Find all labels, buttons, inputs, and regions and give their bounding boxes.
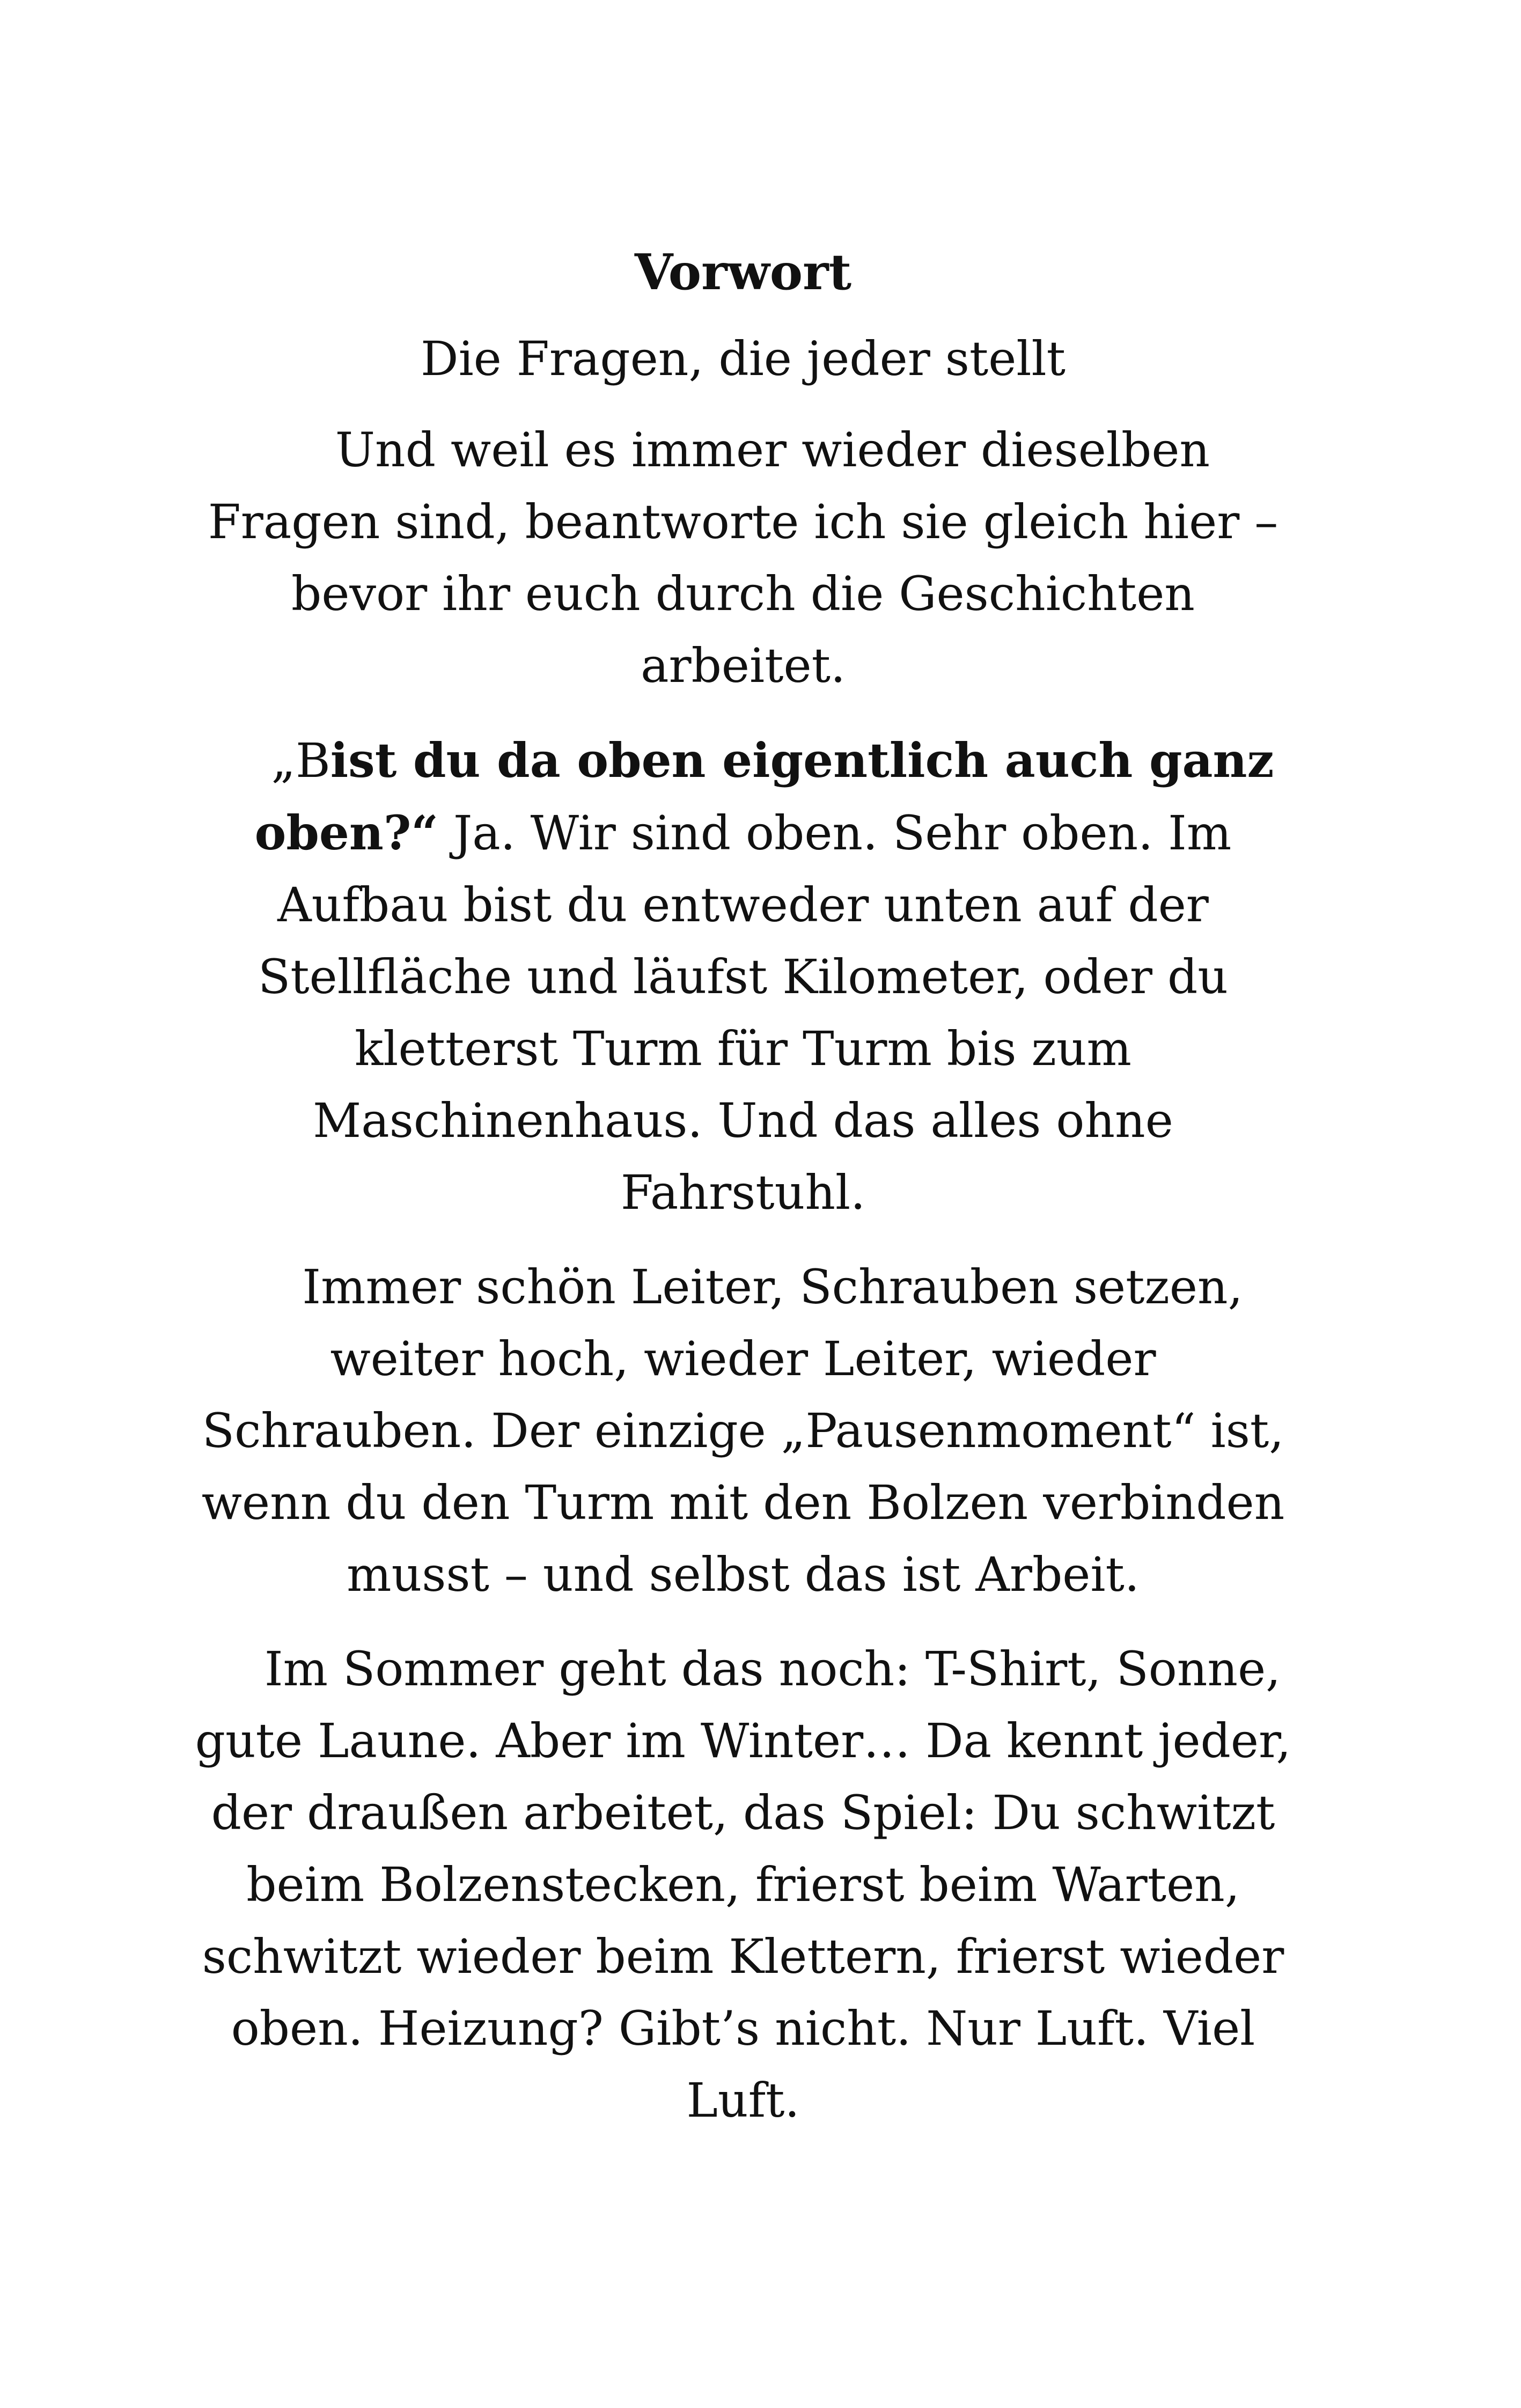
paragraph-2-text: Ja. Wir sind oben. Sehr oben. Im Aufbau bist du entweder unten auf der Stellfläche und läufst Kilometer, oder du kletterst Turm für Turm bis zum Maschinenhaus. Und das alles ohne Fahrstuhl. bbox=[258, 805, 1232, 1220]
text-column bbox=[193, 236, 1293, 2159]
paragraph-2-lead-prefix: „B bbox=[271, 733, 330, 788]
paragraph-3: Immer schön Leiter, Schrauben setzen, weiter hoch, wieder Leiter, wieder Schrauben. Der einzige „Pausenmoment“ ist, wenn du den Turm mit den Bolzen verbinden musst – und selbst das ist Arbeit. bbox=[201, 1259, 1285, 1602]
paragraph-4: Im Sommer geht das noch: T-Shirt, Sonne, gute Laune. Aber im Winter… Da kennt jeder, der draußen arbeitet, das Spiel: Du schwitzt beim Bolzenstecken, frierst beim Warten, schwitzt wieder beim Klettern, frierst wieder oben. Heizung? Gibt’s nicht. Nur Luft. Viel Luft. bbox=[195, 1641, 1291, 2128]
chapter-heading: Vorwort bbox=[634, 243, 852, 301]
paragraph-2 bbox=[193, 724, 1293, 1229]
chapter-subheading: Die Fragen, die jeder stellt bbox=[421, 331, 1066, 386]
paragraph-2-lead-question: ist du da oben eigentlich auch ganz oben?“ bbox=[254, 732, 1274, 861]
paragraph-1: Und weil es immer wieder dieselben Fragen sind, beantworte ich sie gleich hier – bevor ihr euch durch die Geschichten arbeitet. bbox=[208, 422, 1278, 693]
